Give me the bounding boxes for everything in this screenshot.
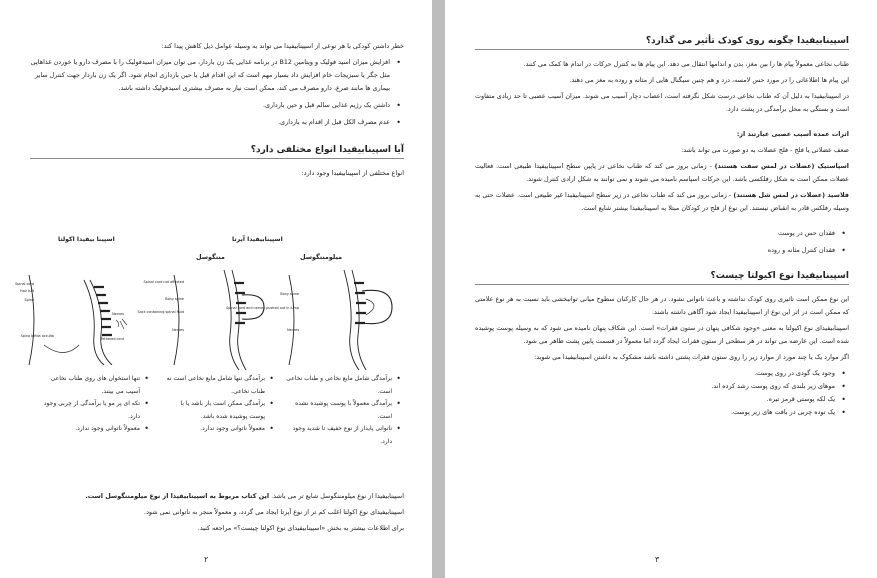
col-meningocele (165, 373, 277, 436)
label-meningocele: مننگوسل (196, 253, 225, 261)
fig-label-sack: Sack containing spinal fluid (137, 310, 184, 314)
list-item: • افزایش میزان اسید فولیک و ویتامین B12 در برنامه غذایی یک زن باردار، می توان میزان اسیدفولیک را با مصرف دارو یا خوردن غذاهایی مثل جگر یا سبزیجات خام افزایش داد بسیار مهم است که این اقدام قبل یا حین بارداری انجام شود. اگر یک زن باردار جهت کنترل سایر بیماری ها مانند صرع، دارو مصرف می کند، ممکن است نیاز به مصرف بیشتری اسیدفولیک داشته باشد. (30, 56, 404, 95)
fig-label-occulta: Spina bifida occulta (20, 334, 54, 338)
left-page (0, 0, 432, 578)
fig-label-bony-spine: Bony spine (165, 297, 184, 301)
fig-label-tethered: Tethered cord (100, 337, 124, 341)
list-item: • برآمدگی معمولاً با پوست پوشیده نشده است. (286, 398, 404, 423)
spina-bifida-illustration (15, 265, 409, 373)
occulta-diagram (29, 275, 127, 365)
fig-label-cord-not-affected: Spinal cord not affected (143, 280, 184, 284)
list-item: • ناتوانی پایدار از نوع خفیف تا شدید وجود دارد. (286, 423, 404, 448)
fig-label-nerves: Nerves (112, 312, 124, 316)
list-item: • یک توده چربی در بافت های زیر پوست. (475, 406, 849, 419)
list-item: • معمولاً ناتوانی وجود ندارد. (165, 423, 277, 436)
fig-label-nerves-3: Nerves (287, 328, 299, 332)
fig-label-cord-pushed-out: Spinal cord and nerves pushed out in lump (226, 306, 299, 310)
spastic-paragraph (475, 160, 849, 186)
paragraph: ضعف عضلانی یا فلج - فلج عضلات به دو صورت می تواند باشد: (681, 146, 849, 154)
list-item: • فقدان حس در پوست (475, 227, 849, 240)
section-title-types: آیا اسپینابیفیدا انواع مختلفی دارد؟ (30, 145, 404, 159)
types-intro: انواع مختلفی از اسپینابیفیدا وجود دارد: (301, 169, 404, 177)
list-item: • برآمدگی شامل مایع نخاعی و طناب نخاعی است. (286, 373, 404, 398)
list-item: • معمولاً ناتوانی وجود ندارد. (40, 423, 152, 436)
list-item: • موهای زیر بلندی که روی پوست رشد کرده اند. (475, 380, 849, 393)
risk-intro: خطر داشتن کودکی با هر نوعی از اسپینابیفیدا می تواند به وسیله عوامل ذیل کاهش پیدا کند: (161, 42, 404, 50)
paragraph: این پیام ها اطلاعاتی را در مورد حس لامسه، درد و هم چنین سیگنال هایی از مثانه و روده به مغز می دهند. (569, 76, 849, 84)
fig-label-hair-tuft: Hair tuft (20, 289, 34, 293)
paragraph: در اسپینابیفیدا به دلیل آن که طناب نخاعی درست شکل نگرفته است، اعصاب دچار آسیب می شوند. میزان آسیب عصبی تا حد زیادی متفاوت است و بستگی به محل برآمدگی در پشت دارد. (475, 92, 849, 113)
list-item: • برآمدگی تنها شامل مایع نخاعی است نه طناب نخاعی. (165, 373, 277, 398)
fig-label-spine: Spine (24, 298, 34, 302)
outro-line-3: برای اطلاعات بیشتر به بخش «اسپینابیفیدای نوع اکولتا چیست؟» مراجعه کنید. (197, 524, 404, 532)
list-item: • تنها استخوان های روی طناب نخاعی آسیب می بینند. (40, 373, 152, 398)
left-page-outro (30, 490, 404, 535)
spastic-text: - زمانی بروز می کند که طناب نخاعی در پایین سطح اسپینابیفیدا طبیعی است. فعالیت عضلات ممکن است به شکل رفلکسی باشد. این حرکات اسپاسم نامیده می شوند و نمی توانند به شکل ارادی کنترل شوند. (475, 162, 849, 183)
section-title-effects: اسپینابیفیدا چگونه روی کودک تأثیر می گذارد؟ (475, 36, 849, 50)
page-number: ۲ (204, 555, 209, 564)
fig-label-spinal-cord: Spinal cord (15, 282, 34, 286)
right-page (445, 0, 877, 578)
left-page-content (30, 40, 404, 180)
effects-title: اثرات عمده آسیب عصبی عبارتند از: (736, 130, 849, 138)
flaccid-text: - زمانی بروز می کند که طناب نخاعی در زیر سطح اسپینابیفیدا غیر طبیعی است. عضلات حتی به وسیله رفلکس قادر به انقباض نیستند. این نوع از فلج در کودکان مبتلا به اسپینابیفیدا بیشتر شایع است. (475, 191, 849, 212)
list-item: • یک لکه پوستی قرمز تیره. (475, 393, 849, 406)
outro-bold-text: این کتاب مربوط به اسپینابیفیدا از نوع میلومننگوسل است. (85, 492, 270, 500)
list-item: • تکه ای پر مو یا برآمدگی از چربی وجود دارد. (40, 398, 152, 423)
col-myelomeningocele (286, 373, 404, 448)
label-myelomeningocele: میلومننگوسل (300, 253, 343, 261)
section-title-occulta: اسپینابیفیدا نوع اکیولتا چیست؟ (475, 271, 849, 285)
fig-label-bony-spine-2: Bony spine (280, 292, 299, 296)
right-page-content (475, 30, 849, 419)
outro-text: اسپینابیفیدا از نوع میلومننگوسل شایع تر می باشد. (269, 492, 404, 500)
paragraph: طناب نخاعی معمولاً پیام ها را بین مغز، بدن و اندامها انتقال می دهد. این پیام ها به کنترل حرکات در اندام ها کمک می کنند. (523, 60, 849, 68)
list-item: • عدم مصرف الکل قبل از اقدام به بارداری. (30, 116, 404, 129)
outro-line-1 (30, 490, 404, 503)
list-item: • برآمدگی ممکن است باز باشد یا با پوست پوشیده شده باشد. (165, 398, 277, 423)
flaccid-paragraph (475, 189, 849, 215)
myelomeningocele-diagram (289, 270, 392, 370)
page-number: ۳ (655, 555, 660, 564)
list-item: • داشتن یک رژیم غذایی سالم قبل و حین بارداری. (30, 99, 404, 112)
paragraph: این نوع ممکن است تاثیری روی کودک نداشته و باعث ناتوانی نشود. در هر حال کارکنان سطوح میانی توانبخشی باید نسبت به هر نوع علامتی که ممکن است در اثر این نوع از اسپینابیفیدا ایجاد شود آگاهی داشته باشند. (475, 295, 849, 316)
outro-line-2: اسپینابیفیدای نوع اکولتا اغلب کم تر از نوع آپرتا ایجاد می گردد، و معمولاً منجر به ناتوانی نمی شود. (144, 508, 404, 516)
spine-diagrams (15, 265, 409, 373)
col-occulta (40, 373, 152, 436)
paragraph: اسپینابیفیدای نوع اکیولتا به معنی «وجود شکافی پنهان در ستون فقرات» است. این شکاف پنهان نامیده می شود که به وسیله پوست پوشیده شده است. این عارضه می تواند در هر سطحی از ستون فقرات ایجاد گردد اما معمولاً در قسمت پایین پشت ظاهر می شود. (475, 324, 849, 345)
label-occulta: اسپینا بیفیدا اکولتا (58, 236, 115, 243)
label-aperta: اسپینابیفیدا آپرتا (232, 236, 283, 243)
fig-label-nerves-2: Nerves (172, 328, 184, 332)
list-item: • وجود یک گودی در روی پوست. (475, 367, 849, 380)
spastic-term: اسپاستیک (عضلات در لمس سفت هستند) (714, 162, 849, 170)
page-gutter (432, 0, 445, 578)
meningocele-diagram (174, 270, 264, 370)
paragraph: اگر موارد یک یا چند مورد از موارد زیر را روی ستون فقرات پشتی داشته باشد مشکوک به داشتن اسپینابیفیدا می شوید: (534, 353, 849, 361)
list-item: • فقدان کنترل مثانه و روده (475, 244, 849, 257)
flaccid-term: فلاسید (عضلات در لمس شل هستند) (733, 191, 849, 199)
